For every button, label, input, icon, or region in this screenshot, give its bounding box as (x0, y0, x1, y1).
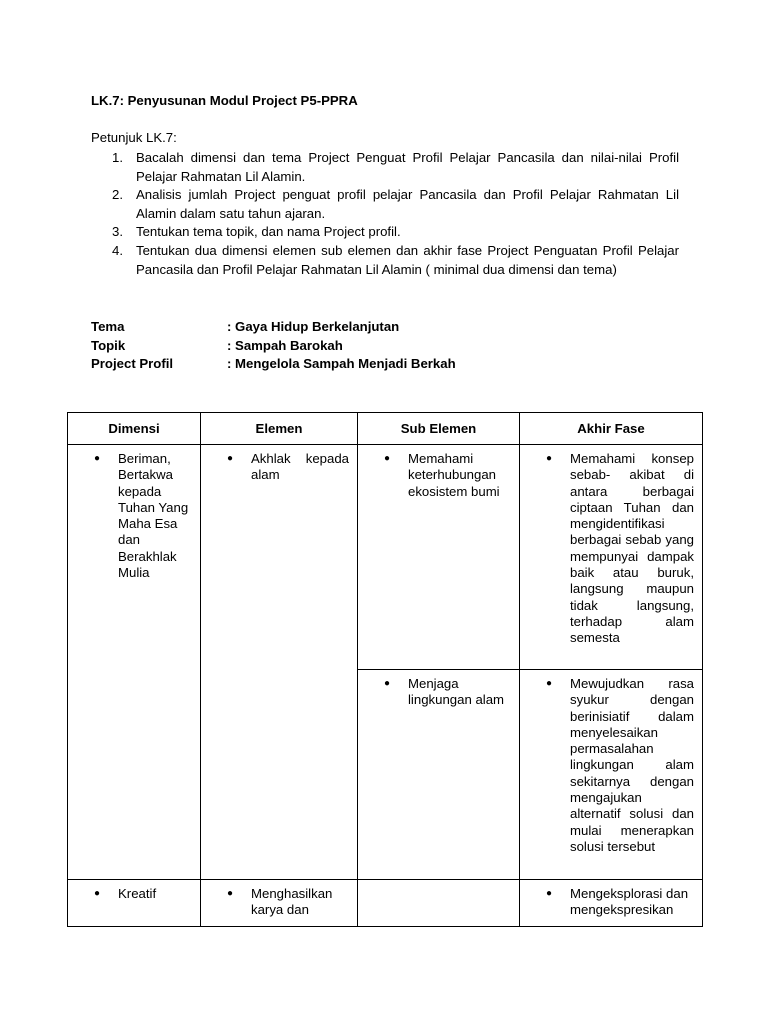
list-item: ● Beriman, Bertakwa kepada Tuhan Yang Maha Esa dan Berakhlak Mulia (68, 451, 194, 581)
project-label: Project Profil (91, 356, 174, 372)
list-item: ● Menjaga lingkungan alam (358, 676, 511, 709)
list-item: ● Mewujudkan rasa syukur dengan berinisiatif dalam menyelesaikan permasalahan lingkungan alam sekitarnya dengan mengajukan alternatif solusi dan mulai menerapkan solusi tersebut (520, 676, 694, 855)
list-item: ● Menghasilkan karya dan (201, 886, 349, 919)
instruction-item (91, 149, 679, 186)
empty-cell (358, 880, 519, 926)
list-item: ● Memahami konsep sebab- akibat di antara berbagai ciptaan Tuhan dan mengidentifikasi berbagai sebab yang mempunyai dampak baik atau buruk, langsung maupun tidak langsung, terhadap alam semesta (520, 451, 694, 647)
item-text: Tentukan dua dimensi elemen sub elemen dan akhir fase Project Penguatan Profil Pelajar Pancasila dan Profil Pelajar Rahmatan Lil Alamin ( minimal dua dimensi dan tema) (136, 242, 679, 277)
header-sub-elemen: Sub Elemen (358, 413, 520, 445)
item-text: Analisis jumlah Project penguat profil pelajar Pancasila dan Profil Pelajar Rahmatan Lil Alamin dalam satu tahun ajaran. (136, 187, 679, 221)
project-table (67, 412, 703, 927)
sub-elemen-cell (358, 670, 520, 880)
table-row (68, 445, 703, 670)
project-value: : Mengelola Sampah Menjadi Berkah (227, 356, 456, 372)
item-number: 2. (112, 187, 123, 203)
tema-value: : Gaya Hidup Berkelanjutan (227, 319, 400, 334)
elemen-cell (201, 445, 358, 880)
list-item: ● Mengeksplorasi dan mengekspresikan (520, 886, 694, 919)
item-number: 1. (112, 150, 123, 165)
header-akhir-fase: Akhir Fase (520, 413, 703, 445)
project-meta (91, 318, 456, 374)
instruction-item (91, 223, 679, 242)
instruction-list (91, 149, 679, 279)
akhir-fase-cell (520, 445, 703, 670)
instruction-item (91, 186, 679, 223)
instruction-item (91, 242, 679, 279)
item-number: 3. (112, 224, 123, 240)
list-item: ● Kreatif (68, 886, 192, 902)
meta-row-topik (91, 337, 456, 356)
meta-row-tema (91, 318, 456, 337)
akhir-fase-cell (520, 670, 703, 880)
dimensi-cell (68, 880, 201, 927)
table-row (68, 880, 703, 927)
header-dimensi: Dimensi (68, 413, 201, 445)
akhir-fase-cell (520, 880, 703, 927)
meta-row-project (91, 355, 456, 374)
instructions-label: Petunjuk LK.7: (91, 130, 177, 145)
item-text: Tentukan tema topik, dan nama Project profil. (136, 224, 401, 240)
topik-label: Topik (91, 337, 126, 353)
list-item: ● Akhlak kepada alam (201, 451, 349, 484)
sub-elemen-cell (358, 445, 520, 670)
list-item: ● Memahami keterhubungan ekosistem bumi (358, 451, 511, 500)
header-elemen: Elemen (201, 413, 358, 445)
document-title: LK.7: Penyusunan Modul Project P5-PPRA (91, 93, 358, 108)
table-header-row (68, 413, 703, 445)
elemen-cell (201, 880, 358, 927)
tema-label: Tema (91, 319, 125, 334)
item-text: Bacalah dimensi dan tema Project Penguat Profil Pelajar Pancasila dan nilai-nilai Profil Pelajar Rahmatan Lil Alamin. (136, 150, 679, 184)
sub-elemen-cell (358, 880, 520, 927)
topik-value: : Sampah Barokah (227, 337, 343, 353)
item-number: 4. (112, 242, 123, 258)
dimensi-cell (68, 445, 201, 880)
